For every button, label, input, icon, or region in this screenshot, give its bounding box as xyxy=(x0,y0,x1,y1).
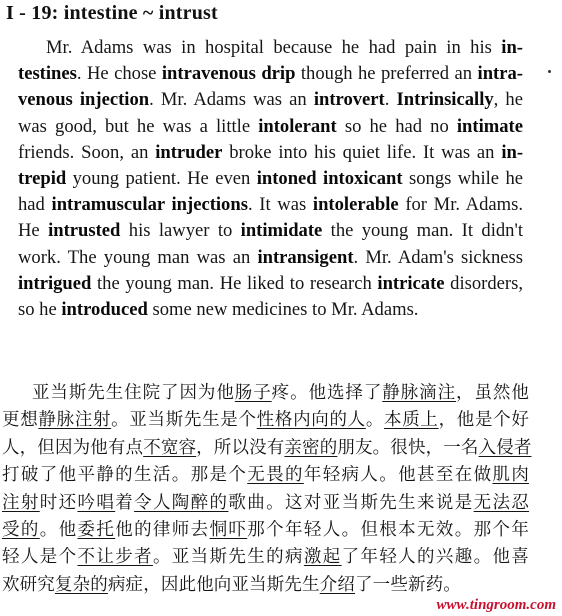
text-segment: He xyxy=(18,220,49,242)
vocabulary-word: in- xyxy=(501,141,524,163)
vocabulary-word: 受的 xyxy=(2,520,40,540)
text-segment: songs while he xyxy=(402,168,524,189)
text-segment: 亚当斯先生住院了因为他 xyxy=(32,383,235,403)
text-segment: 轻人是个 xyxy=(2,547,78,568)
vocabulary-word: intrigued xyxy=(18,272,92,294)
vocabulary-word: intimidate xyxy=(240,220,323,242)
text-segment: work. The young man was an xyxy=(18,246,258,268)
text-segment: 了年轻人的兴趣。他喜 xyxy=(341,547,530,568)
text-segment: 欢研究 xyxy=(2,574,55,595)
vocabulary-word: intolerant xyxy=(258,115,337,137)
text-segment: 了一些新药。 xyxy=(355,574,461,595)
text-segment: 。亚当斯先生是个 xyxy=(111,410,257,431)
text-segment: 年轻病人。他甚至在做 xyxy=(303,465,493,486)
vocabulary-word: 不宽容 xyxy=(143,437,197,458)
vocabulary-word: in- xyxy=(501,37,523,58)
vocabulary-word: 肠子 xyxy=(234,383,272,403)
text-segment: 。亚当斯先生的病 xyxy=(152,547,304,568)
english-line xyxy=(18,116,523,138)
vocabulary-word: 无畏的 xyxy=(247,465,304,486)
site-watermark: www.tingroom.com xyxy=(436,597,556,613)
vocabulary-word: intolerable xyxy=(312,194,399,216)
text-segment: the young man. He liked to research xyxy=(91,272,378,294)
text-segment: 人，但因为他有点 xyxy=(2,437,144,458)
vocabulary-word: 入侵者 xyxy=(478,437,532,458)
english-line xyxy=(18,168,523,190)
vocabulary-word: 注射 xyxy=(2,492,40,513)
vocabulary-word: 亲密的 xyxy=(284,437,338,458)
text-segment: friends. Soon, an xyxy=(18,141,156,163)
vocabulary-word: 复杂的 xyxy=(54,574,108,595)
chinese-line xyxy=(2,519,529,541)
text-segment: 着 xyxy=(115,492,135,513)
vocabulary-word: intimate xyxy=(456,115,523,137)
vocabulary-word: 本质上 xyxy=(384,410,439,431)
vocabulary-word: 介绍 xyxy=(319,574,356,595)
text-segment: 歌曲。这对亚当斯先生来说是 xyxy=(228,492,474,513)
text-segment: 时还 xyxy=(39,492,78,513)
vocabulary-word: intramuscular injections xyxy=(51,194,248,216)
vocabulary-word: testines xyxy=(18,63,77,85)
vocabulary-word: 不让步者 xyxy=(77,547,153,568)
text-segment: 那个年轻人。但根本无效。那个年 xyxy=(247,520,529,540)
chinese-line xyxy=(2,464,529,486)
vocabulary-word: 静脉滴注 xyxy=(382,383,457,403)
english-line xyxy=(18,89,523,111)
stray-mark xyxy=(548,70,551,73)
vocabulary-word: introvert xyxy=(313,89,385,111)
vocabulary-word: intrusted xyxy=(48,220,121,242)
text-segment: for Mr. Adams. xyxy=(398,194,523,216)
text-segment: young patient. He even xyxy=(66,168,257,189)
text-segment: so he had no xyxy=(336,115,457,137)
text-segment: . Mr. Adams was an xyxy=(149,89,314,111)
text-segment: . It was xyxy=(247,194,313,216)
vocabulary-word: intricate xyxy=(377,272,445,294)
english-line xyxy=(18,247,523,269)
text-segment: 疼。他选择了 xyxy=(271,383,383,403)
text-segment: ，他是个好 xyxy=(438,410,530,431)
text-segment: 打破了他平静的生活。那是个 xyxy=(2,465,248,486)
text-segment: 他的律师去 xyxy=(115,520,210,540)
text-segment: . He chose xyxy=(76,63,162,85)
vocabulary-word: intransigent xyxy=(257,246,354,268)
text-segment: though he preferred an xyxy=(295,63,478,85)
text-segment: 更想 xyxy=(2,410,39,431)
vocabulary-word: 无法忍 xyxy=(473,492,530,513)
vocabulary-word: 肌肉 xyxy=(492,465,529,486)
vocabulary-word: 静脉注射 xyxy=(38,410,112,431)
text-segment: was good, but he was a little xyxy=(18,115,259,137)
chinese-line xyxy=(2,409,529,431)
vocabulary-word: intoned intoxicant xyxy=(256,168,403,189)
text-segment: ，虽然他 xyxy=(456,383,529,403)
vocabulary-word: trepid xyxy=(18,168,67,189)
vocabulary-word: 令人陶醉的 xyxy=(134,492,229,513)
text-segment: 朋友。很快，一名 xyxy=(337,437,479,458)
english-line xyxy=(18,299,523,321)
text-segment: so he xyxy=(18,299,62,320)
vocabulary-word: intruder xyxy=(155,141,223,163)
text-segment: broke into his quiet life. It was an xyxy=(222,141,502,163)
text-segment: had xyxy=(18,194,52,216)
text-segment: disorders, xyxy=(444,272,523,294)
chinese-line xyxy=(32,382,529,404)
text-segment: some new medicines to Mr. Adams. xyxy=(147,299,419,320)
text-segment: Mr. Adams was in hospital because he had pain in his xyxy=(46,37,502,58)
chinese-line xyxy=(2,492,529,514)
vocabulary-word: 恫吓 xyxy=(209,520,248,540)
chinese-line xyxy=(2,546,529,568)
vocabulary-word: 吟唱 xyxy=(77,492,116,513)
text-segment: his lawyer to xyxy=(120,220,241,242)
chinese-line xyxy=(2,574,529,596)
english-line xyxy=(18,63,523,85)
english-line xyxy=(18,194,523,216)
vocabulary-word: 委托 xyxy=(77,520,116,540)
vocabulary-word: intravenous drip xyxy=(161,63,296,85)
text-segment: . xyxy=(384,89,397,111)
vocabulary-word: introduced xyxy=(61,299,148,320)
chinese-line xyxy=(2,437,532,459)
vocabulary-word: 激起 xyxy=(303,547,342,568)
text-segment: ，所以没有 xyxy=(196,437,285,458)
text-segment: 。他 xyxy=(39,520,78,540)
english-line xyxy=(18,273,523,295)
vocabulary-word: 性格内向的人 xyxy=(256,410,366,431)
text-segment: . Mr. Adam's sickness xyxy=(353,246,523,268)
text-segment: , he xyxy=(493,89,523,111)
lesson-title: I - 19: intestine ~ intrust xyxy=(6,2,218,24)
english-line xyxy=(18,142,523,164)
english-line xyxy=(46,37,523,59)
vocabulary-word: intra- xyxy=(477,63,523,85)
text-segment: the young man. It didn't xyxy=(322,220,523,242)
text-segment: 。 xyxy=(365,410,385,431)
english-line xyxy=(18,220,523,242)
text-segment: 病症，因此他向亚当斯先生 xyxy=(107,574,320,595)
vocabulary-word: Intrinsically xyxy=(396,89,494,111)
vocabulary-word: venous injection xyxy=(18,89,150,111)
